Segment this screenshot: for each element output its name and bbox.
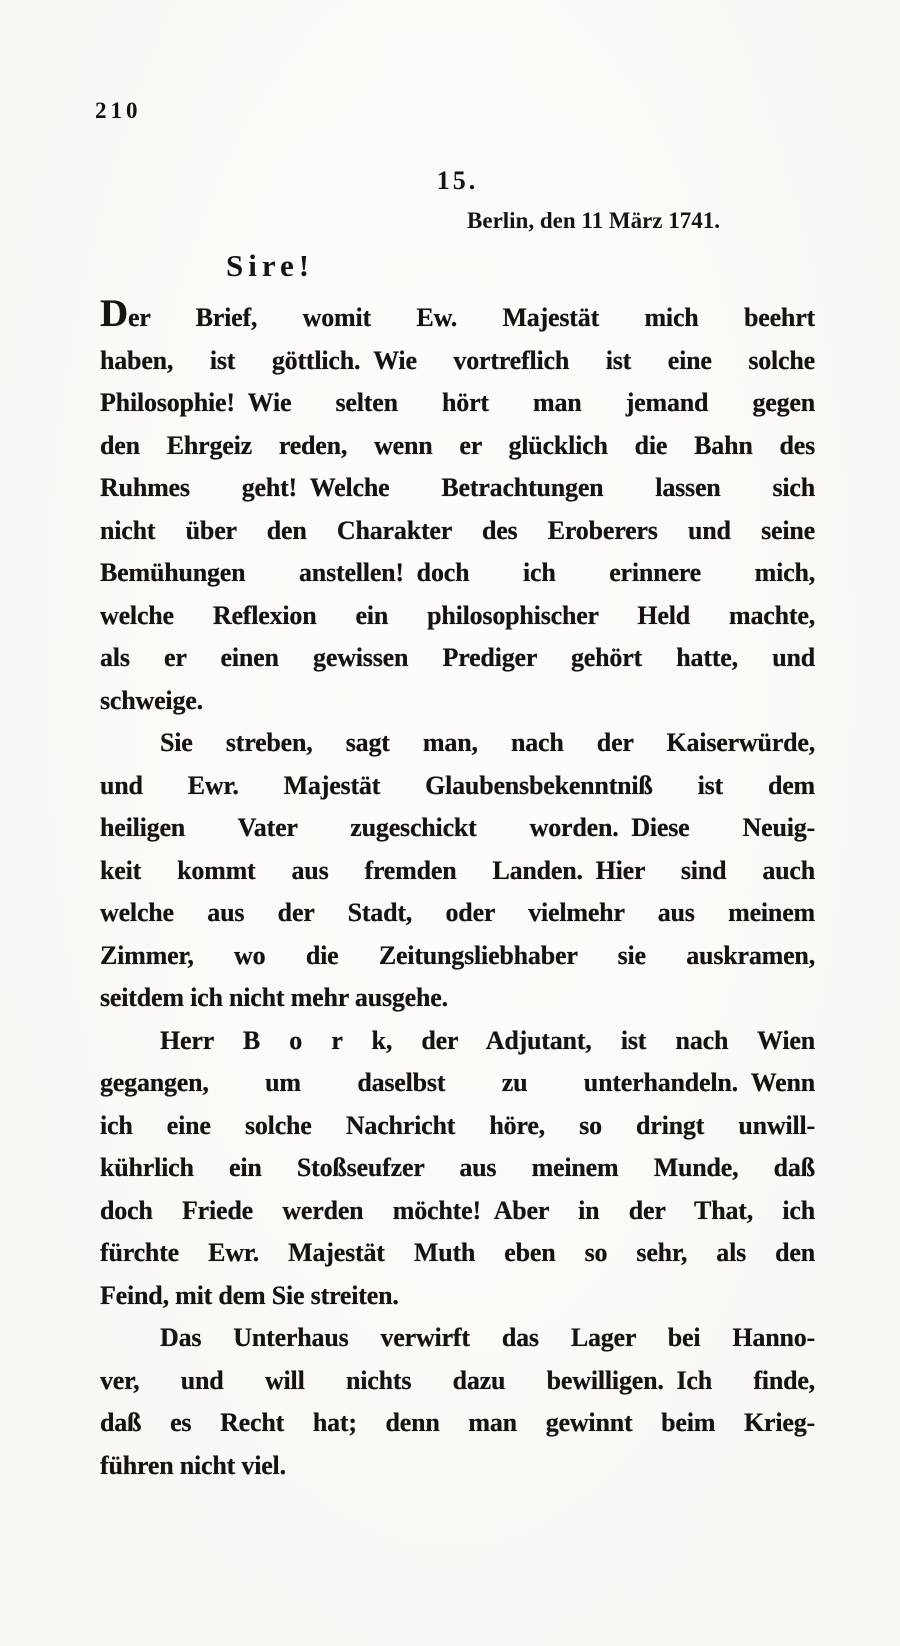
text-line: ver, und will nichts dazu bewilligen. Ich finde, [100,1365,815,1395]
dateline: Berlin, den 11 März 1741. [467,208,720,233]
text-line: kührlich ein Stoßseufzer aus meinem Munde, daß [100,1153,815,1182]
text-line: gegangen, um daselbst zu unterhandeln. Wenn [100,1068,815,1097]
text-line: haben, ist göttlich. Wie vortreflich ist eine solche [100,345,815,375]
text-line: fürchte Ewr. Majestät Muth eben so sehr, als den [100,1238,815,1267]
text-line: seitdem ich nicht mehr ausgehe. [100,983,448,1012]
paragraph [100,722,815,1020]
text-line: welche aus der Stadt, oder vielmehr aus meinem [100,898,815,927]
text-line: Herr B o r k, der Adjutant, ist nach Wien [160,1025,815,1055]
text-line: ich eine solche Nachricht höre, so dringt unwill- [100,1110,815,1140]
text-line: Feind, mit dem Sie streiten. [100,1280,399,1310]
text-line: Ruhmes geht! Welche Betrachtungen lassen sich [100,473,815,502]
paragraph [100,1317,815,1487]
text-line: als er einen gewissen Prediger gehört hatte, und [100,643,815,672]
text-line: heiligen Vater zugeschickt worden. Diese Neuig- [100,813,815,842]
text-line: schweige. [100,685,203,715]
text-line: nicht über den Charakter des Eroberers und seine [100,515,815,545]
text-line: doch Friede werden möchte! Aber in der That, ich [100,1195,815,1225]
text-line: führen nicht viel. [100,1450,286,1480]
text-line: daß es Recht hat; denn man gewinnt beim Krieg- [100,1408,815,1437]
text-line: Das Unterhaus verwirft das Lager bei Hanno- [160,1323,815,1352]
text-line: den Ehrgeiz reden, wenn er glücklich die Bahn des [100,430,815,460]
text-line: keit kommt aus fremden Landen. Hier sind auch [100,855,815,885]
text-line: Bemühungen anstellen! doch ich erinnere mich, [100,558,815,587]
salutation: Sire! [226,248,315,283]
text-line: und Ewr. Majestät Glaubensbekenntniß ist dem [100,770,815,800]
text-line: Der Brief, womit Ew. Majestät mich beehrt [100,297,815,335]
text-line: Sie streben, sagt man, nach der Kaiserwürde, [160,728,815,757]
page-number: 210 [95,98,142,123]
letter-number-heading: 15. [436,166,479,195]
paragraph [100,297,815,722]
letter-body [100,297,815,1487]
text-line: Zimmer, wo die Zeitungsliebhaber sie auskramen, [100,940,815,970]
text-line: welche Reflexion ein philosophischer Held machte, [100,600,815,630]
paragraph [100,1020,815,1318]
text-line: Philosophie! Wie selten hört man jemand gegen [100,388,815,417]
